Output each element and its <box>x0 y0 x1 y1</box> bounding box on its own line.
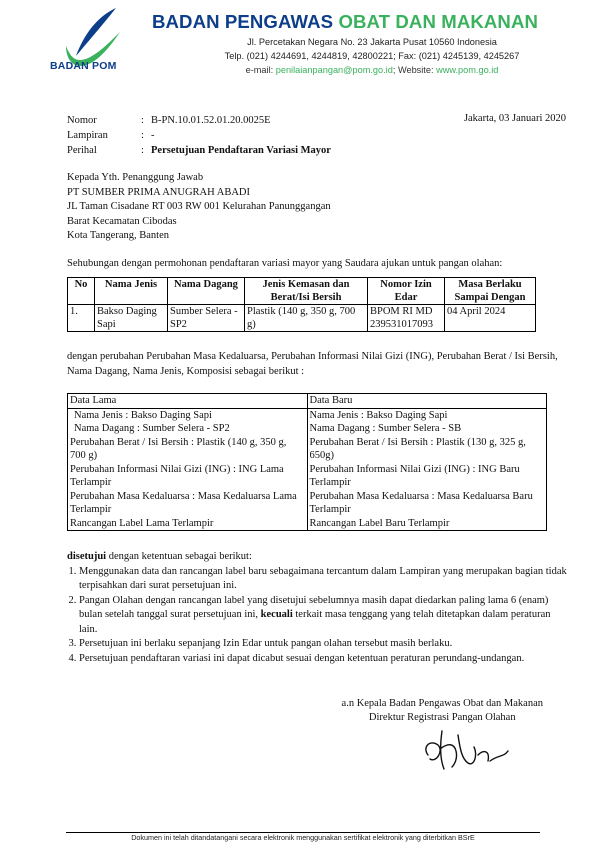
comparison-table <box>67 393 547 531</box>
item2-text-bold: kecuali <box>260 609 293 620</box>
new-value: Perubahan Berat / Isi Bersih : Plastik (130 g, 325 g, 650g) <box>307 436 547 463</box>
column-header: Data Baru <box>307 394 547 409</box>
table-row <box>68 463 547 490</box>
signature-block <box>342 697 543 725</box>
letter-meta <box>67 113 331 158</box>
meta-value: B-PN.10.01.52.01.20.0025E <box>151 115 271 126</box>
table-row <box>68 305 536 332</box>
column-header: No <box>68 278 95 305</box>
list-item: 3. Persetujuan ini berlaku sepanjang Izin Edar untuk pangan olahan tersebut masih berlaku. <box>79 637 567 652</box>
approval-lead-bold: disetujui <box>67 551 107 562</box>
table-row <box>68 422 547 436</box>
list-item: 1. Menggunakan data dan rancangan label baru sebagaimana tercantum dalam Lampiran yang merupakan bagian tidak terpisahkan dari surat persetujuan ini. <box>79 565 567 594</box>
handwritten-signature <box>418 725 518 773</box>
approval-conditions <box>67 550 567 666</box>
new-value: Rancangan Label Baru Terlampir <box>307 517 547 531</box>
old-value: Nama Dagang : Sumber Selera - SP2 <box>68 422 308 436</box>
old-value: Perubahan Masa Kedaluarsa : Masa Kedaluarsa Lama Terlampir <box>68 490 308 517</box>
agency-address: Jl. Percetakan Negara No. 23 Jakarta Pusat 10560 Indonesia <box>247 37 497 47</box>
letter-date: Jakarta, 03 Januari 2020 <box>463 113 566 124</box>
table-cell: BPOM RI MD 239531017093 <box>368 305 445 332</box>
item2-text-a: Pangan Olahan dengan rancangan label yang disetujui sebelumnya masih dapat diedarkan paling lama 6 (enam) bulan setelah tanggal surat persetujuan ini, <box>79 594 549 620</box>
meta-label: Perihal <box>67 145 97 156</box>
new-value: Perubahan Informasi Nilai Gizi (ING) : ING Baru Terlampir <box>307 463 547 490</box>
table-row <box>68 517 547 531</box>
meta-perihal <box>67 143 331 158</box>
column-header: Data Lama <box>68 394 308 409</box>
signature-line1: a.n Kepala Badan Pengawas Obat dan Makanan <box>341 698 543 709</box>
meta-nomor <box>67 113 331 128</box>
item2-text-c: terkait masa tenggang yang telah ditetapkan dalam peraturan lain. <box>79 609 551 635</box>
recipient-line: Kepada Yth. Penanggung Jawab <box>67 172 204 183</box>
footer-note: Dokumen ini telah ditandatangani secara elektronik menggunakan sertifikat elektronik yang diterbitkan BSrE <box>131 833 475 842</box>
comparison-header-row <box>68 394 547 409</box>
column-header: Jenis Kemasan dan Berat/Isi Bersih <box>245 278 368 305</box>
agency-phone: Telp. (021) 4244691, 4244819, 42800221; Fax: (021) 4245139, 4245267 <box>224 51 520 61</box>
table-cell: 04 April 2024 <box>445 305 536 332</box>
product-table <box>67 277 536 332</box>
old-value: Nama Jenis : Bakso Daging Sapi <box>68 408 308 422</box>
conditions-list <box>67 565 567 667</box>
meta-sep: : <box>141 145 144 156</box>
agency-name <box>152 11 538 33</box>
recipient-line: JL Taman Cisadane RT 003 RW 001 Kelurahan Panunggangan <box>67 201 331 212</box>
website-link[interactable]: www.pom.go.id <box>436 65 499 75</box>
old-value: Perubahan Informasi Nilai Gizi (ING) : ING Lama Terlampir <box>68 463 308 490</box>
new-value: Nama Dagang : Sumber Selera - SB <box>307 422 547 436</box>
meta-value: - <box>151 130 155 141</box>
email-label: e-mail: <box>245 65 276 75</box>
recipient-line: Barat Kecamatan Cibodas <box>67 215 177 227</box>
agency-contact <box>152 65 592 75</box>
agency-name-part2: OBAT DAN MAKANAN <box>338 11 539 32</box>
new-value: Nama Jenis : Bakso Daging Sapi <box>307 408 547 422</box>
meta-label: Nomor <box>67 115 97 126</box>
logo-text: BADAN POM <box>50 60 117 72</box>
approval-lead <box>67 550 567 565</box>
old-value: Rancangan Label Lama Terlampir <box>68 517 308 531</box>
list-item: 4. Persetujuan pendaftaran variasi ini dapat dicabut sesuai dengan ketentuan peraturan perundang-undangan. <box>79 652 567 667</box>
table-cell: Sumber Selera - SP2 <box>168 305 245 332</box>
column-header: Nama Jenis <box>95 278 168 305</box>
approval-lead-text: dengan ketentuan sebagai berikut: <box>106 551 252 562</box>
table-row <box>68 436 547 463</box>
meta-lampiran <box>67 128 331 143</box>
table-cell: 1. <box>68 305 95 332</box>
agency-name-part1: BADAN PENGAWAS <box>152 11 334 32</box>
email-link[interactable]: penilaianpangan@pom.go.id <box>275 65 393 75</box>
column-header: Nomor Izin Edar <box>368 278 445 305</box>
table-cell: Plastik (140 g, 350 g, 700 g) <box>245 305 368 332</box>
signature-line2: Direktur Registrasi Pangan Olahan <box>368 712 516 723</box>
column-header: Nama Dagang <box>168 278 245 305</box>
meta-value: Persetujuan Pendaftaran Variasi Mayor <box>151 145 331 156</box>
changes-paragraph: dengan perubahan Perubahan Masa Kedaluarsa, Perubahan Informasi Nilai Gizi (ING), Perubahan Berat / Isi Bersih, Nama Dagang, Nama Jenis, Komposisi sebagai berikut : <box>67 351 558 377</box>
intro-paragraph: Sehubungan dengan permohonan pendaftaran variasi mayor yang Saudara ajukan untuk pangan olahan: <box>67 258 503 269</box>
recipient-address <box>67 171 331 244</box>
meta-sep: : <box>141 130 144 141</box>
new-value: Perubahan Masa Kedaluarsa : Masa Kedaluarsa Baru Terlampir <box>307 490 547 517</box>
meta-label: Lampiran <box>67 130 108 141</box>
website-label: ; Website: <box>392 65 437 75</box>
table-cell: Bakso Daging Sapi <box>95 305 168 332</box>
list-item <box>79 594 567 638</box>
meta-sep: : <box>141 115 144 126</box>
old-value: Perubahan Berat / Isi Bersih : Plastik (140 g, 350 g, 700 g) <box>68 436 308 463</box>
recipient-line: Kota Tangerang, Banten <box>67 230 169 241</box>
table-row <box>68 408 547 422</box>
column-header: Masa Berlaku Sampai Dengan <box>445 278 536 305</box>
table-header-row <box>68 278 536 305</box>
recipient-line: PT SUMBER PRIMA ANUGRAH ABADI <box>67 186 251 198</box>
table-row <box>68 490 547 517</box>
